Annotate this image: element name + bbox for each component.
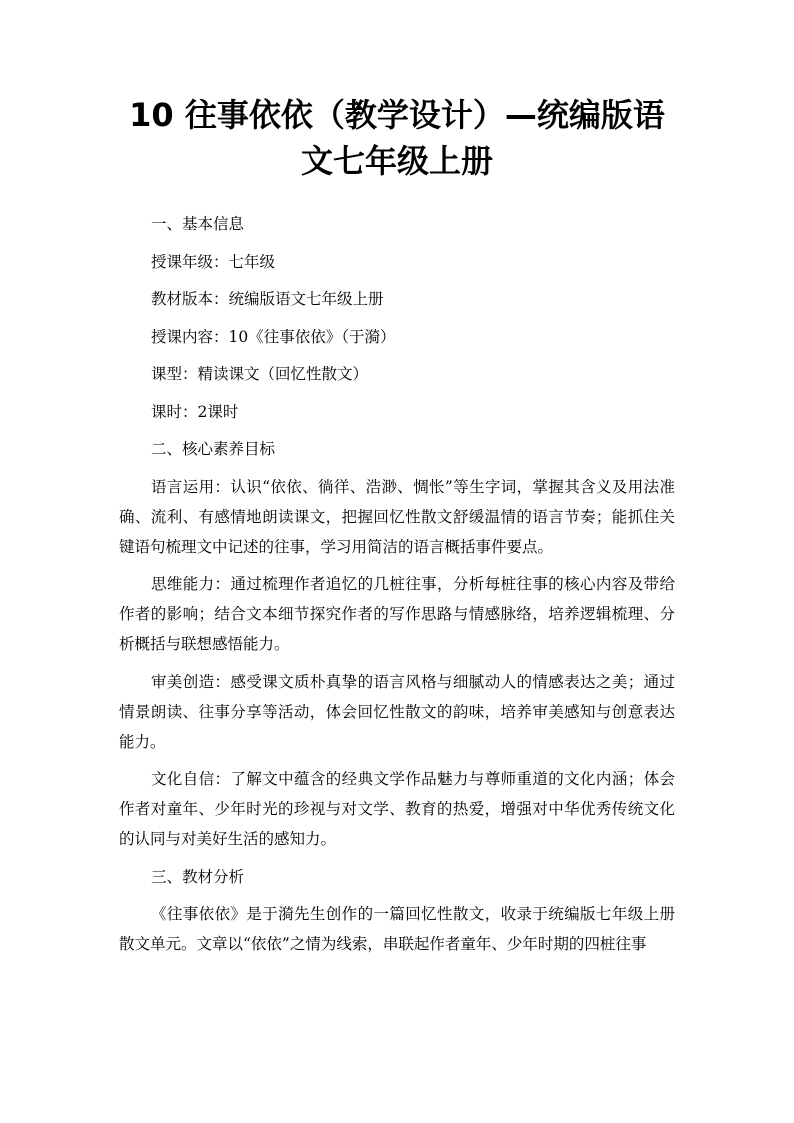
info-hours: 课时：2课时 (151, 402, 239, 421)
goal-thinking-paragraph: 思维能力：通过梳理作者追忆的几桩往事，分析每桩往事的核心内容及带给作者的影响；结合文本细节探究作者的写作思路与情感脉络，培养逻辑梳理、分析概括与联想感悟能力。 (119, 575, 675, 653)
document-title (100, 92, 694, 184)
section-heading-basic-info: 一、基本信息 (151, 215, 245, 233)
info-content: 授课内容：10《往事依依》（于漪） (151, 327, 396, 346)
goal-language-paragraph: 语言运用：认识“依依、徜徉、浩渺、惆怅”等生字词，掌握其含义及用法准确、流利、有感情地朗读课文，把握回忆性散文舒缓温情的语言节奏；能抓住关键语句梳理文中记述的往事，学习用简洁的语言概括事件要点。 (119, 477, 675, 556)
section-heading-analysis: 三、教材分析 (151, 867, 245, 886)
analysis-paragraph: 《往事依依》是于漪先生创作的一篇回忆性散文，收录于统编版七年级上册散文单元。文章以“依依”之情为线索，串联起作者童年、少年时期的四桩往事 (119, 905, 675, 953)
section-heading-goals: 二、核心素养目标 (151, 440, 276, 458)
goal-aesthetic-paragraph: 审美创造：感受课文质朴真挚的语言风格与细腻动人的情感表达之美；通过情景朗读、往事分享等活动，体会回忆性散文的韵味，培养审美感知与创意表达能力。 (119, 672, 675, 751)
document-body (119, 209, 675, 967)
title-line-1: 10 往事依依（教学设计）—统编版语 (129, 96, 665, 134)
info-type: 课型：精读课文（回忆性散文） (151, 365, 369, 383)
goal-culture-paragraph: 文化自信：了解文中蕴含的经典文学作品魅力与尊师重道的文化内涵；体会作者对童年、少年时光的珍视与对文学、教育的热爱，增强对中华优秀传统文化的认同与对美好生活的感知力。 (119, 770, 675, 848)
info-textbook: 教材版本：统编版语文七年级上册 (151, 290, 384, 308)
info-grade: 授课年级：七年级 (151, 252, 276, 271)
title-line-2: 文七年级上册 (300, 142, 493, 180)
